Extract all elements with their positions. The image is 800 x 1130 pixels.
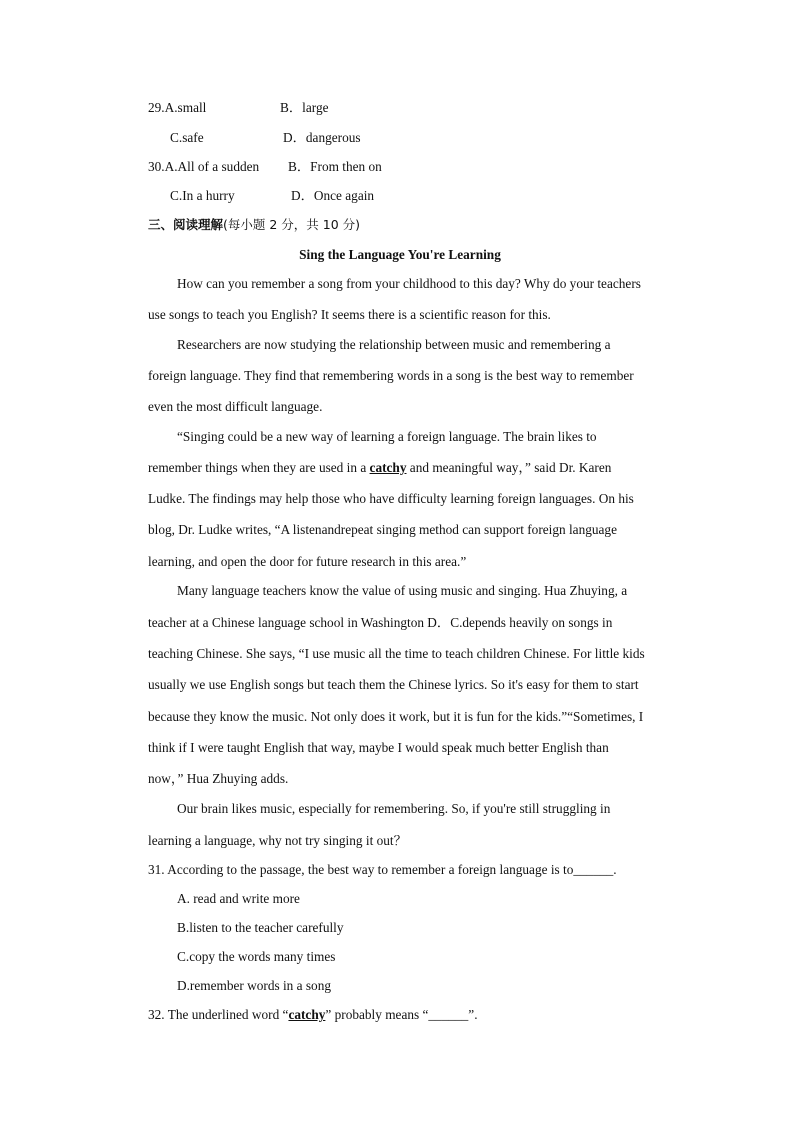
q29-option-d: D．dangerous bbox=[283, 130, 361, 145]
paragraph-line: teaching Chinese. She says, “I use music all the time to teach children Chinese. For little kids bbox=[148, 646, 645, 661]
q29-option-b: B．large bbox=[280, 100, 329, 115]
paragraph-line: blog, Dr. Ludke writes, “A listenandrepeat singing method can support foreign language bbox=[148, 522, 617, 537]
q30-option-b: B．From then on bbox=[288, 159, 382, 174]
paragraph-line: remember things when they are used in a catchy and meaningful way，” said Dr. Karen bbox=[148, 460, 612, 475]
q31-option-a: A. read and write more bbox=[177, 891, 300, 906]
q31-option-b: B.listen to the teacher carefully bbox=[177, 920, 344, 935]
q31-option-c: C.copy the words many times bbox=[177, 949, 336, 964]
paragraph-line: Many language teachers know the value of using music and singing. Hua Zhuying, a bbox=[177, 583, 628, 598]
paragraph-line: How can you remember a song from your childhood to this day? Why do your teachers bbox=[177, 276, 641, 291]
q30-option-d: D．Once again bbox=[291, 188, 375, 203]
q29-option-c: C.safe bbox=[170, 130, 204, 145]
paragraph-line: use songs to teach you English? It seems there is a scientific reason for this. bbox=[148, 307, 551, 322]
paragraph-line: foreign language. They find that remembering words in a song is the best way to remember bbox=[148, 368, 634, 383]
paragraph-line: because they know the music. Not only does it work, but it is fun for the kids.”“Sometimes, I bbox=[148, 709, 644, 724]
paragraph-line: think if I were taught English that way, maybe I would speak much better English than bbox=[148, 740, 609, 755]
paragraph-line: usually we use English songs but teach them the Chinese lyrics. So it's easy for them to start bbox=[148, 677, 639, 692]
q30-option-a: 30.A.All of a sudden bbox=[148, 159, 260, 174]
q32-stem: 32. The underlined word “catchy” probably means “______”. bbox=[148, 1007, 478, 1022]
paragraph-line: learning, and open the door for future research in this area.” bbox=[148, 554, 467, 569]
q31-option-d: D.remember words in a song bbox=[177, 978, 331, 993]
section-heading: 三、阅读理解(每小题 2 分，共 10 分) bbox=[148, 217, 361, 232]
underlined-word-catchy: catchy bbox=[369, 460, 407, 475]
underlined-word-catchy: catchy bbox=[288, 1007, 326, 1022]
q29-option-a: 29.A.small bbox=[148, 100, 207, 115]
paragraph-line: learning a language, why not try singing it out？ bbox=[148, 833, 407, 848]
q30-option-c: C.In a hurry bbox=[170, 188, 235, 203]
passage-title: Sing the Language You're Learning bbox=[299, 247, 501, 262]
paragraph-line: Our brain likes music, especially for remembering. So, if you're still struggling in bbox=[177, 801, 611, 816]
q31-stem: 31. According to the passage, the best way to remember a foreign language is to______. bbox=[148, 862, 617, 877]
paragraph-line: “Singing could be a new way of learning a foreign language. The brain likes to bbox=[177, 429, 597, 444]
paragraph-line: now，” Hua Zhuying adds. bbox=[148, 771, 289, 786]
paragraph-line: Researchers are now studying the relationship between music and remembering a bbox=[177, 337, 611, 352]
paragraph-line: teacher at a Chinese language school in Washington D．C.depends heavily on songs in bbox=[148, 615, 613, 630]
paragraph-line: even the most difficult language. bbox=[148, 399, 323, 414]
paragraph-line: Ludke. The findings may help those who have difficulty learning foreign languages. On his bbox=[148, 491, 634, 506]
